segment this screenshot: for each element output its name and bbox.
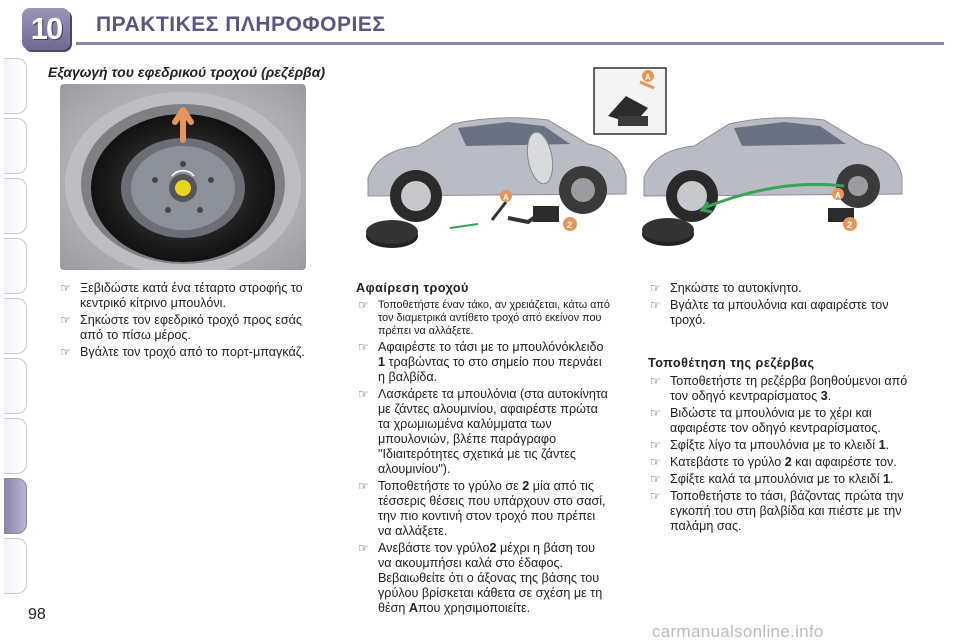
instruction-item [648, 472, 908, 487]
chapter-tab[interactable] [4, 298, 27, 354]
car-illustration-left [366, 118, 626, 248]
instruction-text: Τοποθετήστε το γρύλο σε [378, 479, 523, 493]
instruction-text: Βιδώστε τα μπουλόνια με το χέρι και αφαιρέστε τον οδηγό κεντραρίσματος. [670, 406, 881, 435]
wheel-removal-heading: Αφαίρεση τροχού [356, 281, 469, 295]
instruction-text: Λασκάρετε τα μπουλόνια (στα αυτοκίνητα με ζάντες αλουμινίου, αφαιρέστε πρώτα τα χρωμιωμένα καλύμματα των μπουλονιών, βλέπε παράγραφο "Ιδιαιτερότητες σχετικά με τις ζάντες αλουμινίου"). [378, 387, 608, 476]
reference-number: 3 [820, 389, 828, 403]
bullet-icon: ☞ [650, 281, 661, 295]
chapter-tab[interactable] [4, 538, 27, 594]
instruction-text: Σφίξτε λίγο τα μπουλόνια με το κλειδί [670, 438, 879, 452]
instruction-text: . [890, 472, 894, 486]
reference-number: 2 [784, 455, 792, 469]
bullet-icon: ☞ [358, 387, 369, 401]
chapter-number: 10 [30, 11, 62, 46]
instruction-text: Ανεβάστε τον γρύλο [378, 541, 490, 555]
instruction-item [356, 479, 612, 539]
wheel-change-illustration [358, 58, 908, 268]
right-text-column [648, 281, 908, 536]
instruction-text: Αφαιρέστε το τάσι με το μπουλόνόκλειδο [378, 340, 604, 354]
instruction-item [648, 455, 908, 470]
instruction-item [356, 340, 612, 385]
reference-number: 1 [378, 355, 386, 369]
instruction-item [58, 345, 310, 360]
instruction-text: Βγάλτε τον τροχό από το πορτ-μπαγκάζ. [80, 345, 305, 359]
chapter-tab[interactable] [4, 58, 27, 114]
bullet-icon: ☞ [358, 479, 369, 493]
instruction-item [58, 313, 310, 343]
bullet-icon: ☞ [650, 406, 661, 420]
spare-wheel-trunk-illustration [60, 84, 306, 270]
callout-2-right: 2 [847, 220, 853, 230]
spacer [648, 330, 908, 356]
chapter-tab[interactable] [4, 358, 27, 414]
bullet-icon: ☞ [650, 374, 661, 388]
reference-number: 1 [878, 438, 886, 452]
chapter-tab-active[interactable] [4, 478, 27, 534]
instruction-item [356, 541, 612, 616]
instruction-item [356, 299, 612, 338]
chapter-tab-strip [0, 0, 30, 640]
bullet-icon: ☞ [650, 472, 661, 486]
callout-a-inset: A [645, 73, 651, 82]
spare-fitting-heading: Τοποθέτηση της ρεζέρβας [648, 356, 815, 370]
section-title: Εξαγωγή του εφεδρικού τροχού (ρεζέρβα) [48, 64, 326, 80]
instruction-text: . [885, 438, 890, 452]
bullet-icon: ☞ [358, 541, 369, 555]
instruction-item [648, 438, 908, 453]
instruction-text: Τοποθετήστε το τάσι, βάζοντας πρώτα την εγκοπή του στη βαλβίδα και πιέστε με την παλάμη σας. [670, 489, 904, 533]
instruction-text: Τοποθετήστε τη ρεζέρβα βοηθούμενοι από τον οδηγό κεντραρίσματος [670, 374, 908, 403]
instruction-item [356, 387, 612, 477]
jack-inset-illustration [594, 68, 666, 134]
reference-number: 2 [522, 479, 530, 493]
instruction-text: . [827, 389, 832, 403]
instruction-text: Σηκώστε τον εφεδρικό τροχό προς εσάς από το πίσω μέρος. [80, 313, 302, 342]
chapter-tab[interactable] [4, 118, 27, 174]
bullet-icon: ☞ [358, 340, 369, 354]
page-title: ΠΡΑΚΤΙΚΕΣ ΠΛΗΡΟΦΟΡΙΕΣ [96, 13, 386, 36]
instruction-item [648, 406, 908, 436]
instruction-item [648, 281, 908, 296]
bullet-icon: ☞ [650, 438, 661, 452]
instruction-item [58, 281, 310, 311]
instruction-text: Σηκώστε το αυτοκίνητο. [670, 281, 802, 295]
instruction-text: και αφαιρέστε τον. [791, 455, 897, 469]
instruction-item [648, 374, 908, 404]
bullet-icon: ☞ [358, 298, 369, 312]
reference-number: 1 [883, 472, 891, 486]
callout-a-right: A [835, 191, 841, 200]
instruction-text: τραβώντας το στο σημείο που περνάει η βαλβίδα. [378, 355, 602, 384]
bullet-icon: ☞ [650, 489, 661, 503]
car-illustration-right [642, 118, 902, 246]
bullet-icon: ☞ [60, 313, 71, 327]
chapter-tab[interactable] [4, 178, 27, 234]
header-divider [76, 42, 944, 45]
page-header [14, 6, 944, 52]
instruction-text: Ξεβιδώστε κατά ένα τέταρτο στροφής το κεντρικό κίτρινο μπουλόνι. [80, 281, 303, 310]
page-number: 98 [28, 606, 46, 623]
bullet-icon: ☞ [650, 455, 661, 469]
watermark-text: carmanualsonline.info [652, 622, 824, 641]
chapter-tab[interactable] [4, 238, 27, 294]
left-text-column [58, 281, 310, 362]
callout-2-left: 2 [567, 220, 573, 230]
bullet-icon: ☞ [60, 281, 71, 295]
instruction-text: Σφίξτε καλά τα μπουλόνια με το κλειδί [670, 472, 883, 486]
bullet-icon: ☞ [650, 298, 661, 312]
reference-letter: A [408, 601, 419, 615]
instruction-text: μία από τις τέσσερις θέσεις που υπάρχουν στο σασί, την πιο κοντινή στον τροχό που πρέπει να αλλάξετε. [378, 479, 606, 538]
chapter-badge [22, 8, 70, 50]
instruction-text: που χρησιμοποιείτε. [418, 601, 531, 615]
instruction-text: Βγάλτε τα μπουλόνια και αφαιρέστε τον τροχό. [670, 298, 889, 327]
instruction-item [648, 489, 908, 534]
bullet-icon: ☞ [60, 345, 71, 359]
callout-a-left: A [503, 193, 509, 202]
instruction-item [648, 298, 908, 328]
middle-text-column [356, 281, 612, 618]
reference-number: 2 [489, 541, 497, 555]
chapter-tab[interactable] [4, 418, 27, 474]
instruction-text: Τοποθετήστε έναν τάκο, αν χρειάζεται, κάτω από τον διαμετρικά αντίθετο τροχό από εκείνον που πρέπει να αλλάξετε. [378, 299, 610, 337]
instruction-text: μέχρι η βάση του να ακουμπήσει καλά στο έδαφος. Βεβαιωθείτε ότι ο άξονας της βάσης του γρύλου βρίσκεται κάθετα σε σχέση με τη θέση [378, 541, 603, 615]
instruction-text: Κατεβάστε το γρύλο [670, 455, 785, 469]
